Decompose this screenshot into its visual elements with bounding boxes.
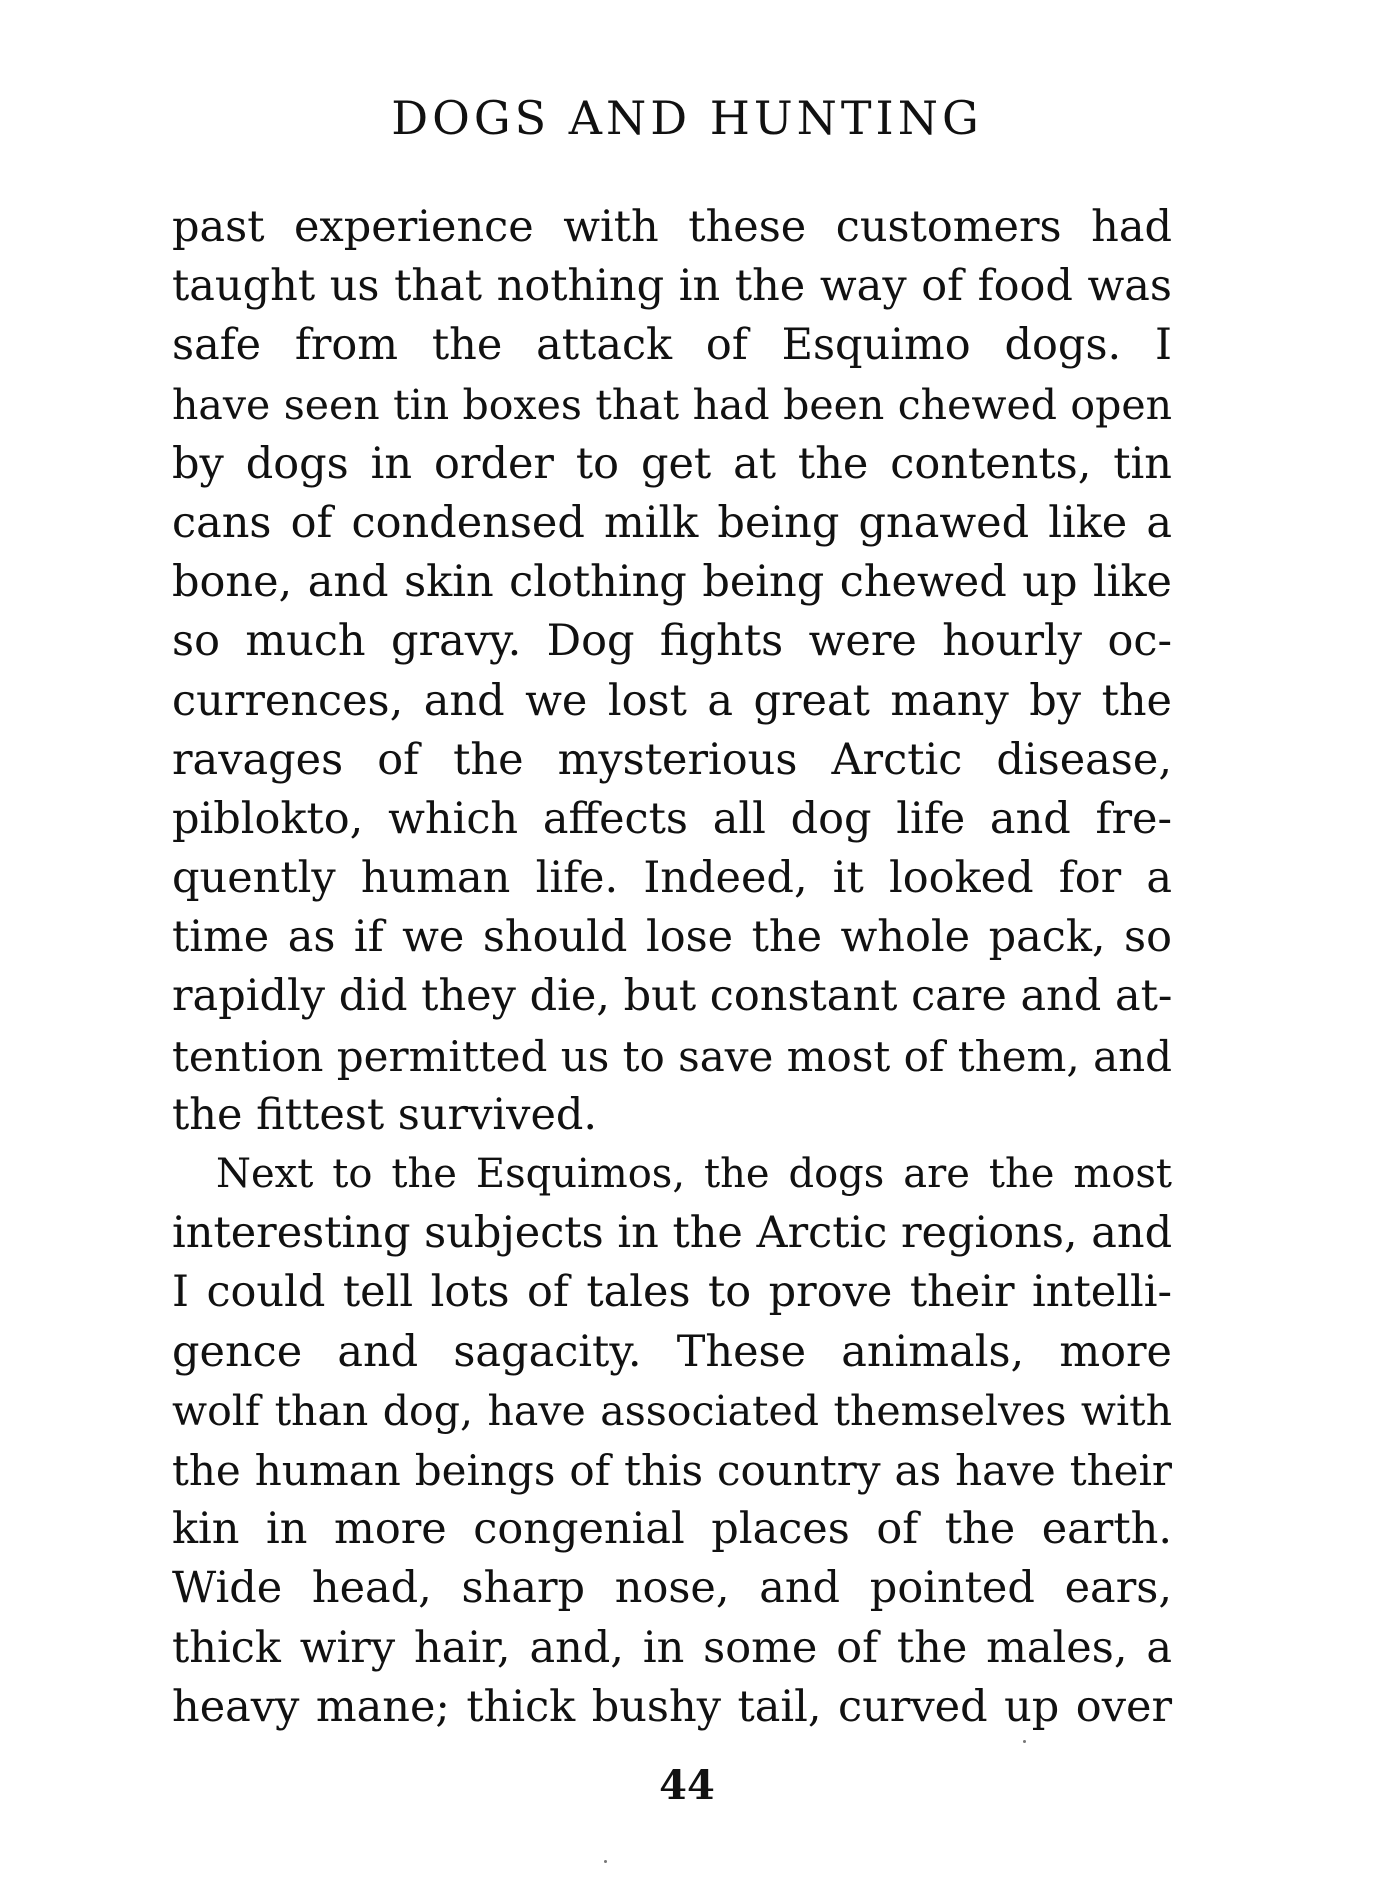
paragraph: [172, 198, 1172, 1145]
text-line: taught us that nothing in the way of food was: [172, 261, 1172, 312]
text-line: I could tell lots of tales to prove their intelli-: [172, 1267, 1172, 1318]
text-line: interesting subjects in the Arctic regions, and: [172, 1208, 1173, 1259]
body-text: [172, 198, 1172, 1737]
text-line: safe from the attack of Esquimo dogs. I: [172, 320, 1172, 371]
text-line: past experience with these customers had: [172, 202, 1172, 252]
paper-speck: [604, 1860, 607, 1863]
text-line: currences, and we lost a great many by the: [172, 675, 1172, 726]
text-line: wolf than dog, have associated themselves with: [172, 1386, 1172, 1435]
text-line: kin in more congenial places of the earth.: [172, 1504, 1172, 1555]
text-line: so much gravy. Dog fights were hourly oc-: [172, 616, 1172, 667]
text-line: heavy mane; thick bushy tail, curved up over: [172, 1681, 1172, 1732]
text-line: have seen tin boxes that had been chewed open: [172, 380, 1172, 429]
text-line: the fittest survived.: [172, 1089, 598, 1140]
paper-speck: [1023, 1740, 1026, 1743]
text-line: piblokto, which affects all dog life and fre-: [172, 793, 1172, 844]
page-number: 44: [659, 1762, 715, 1809]
text-line: thick wiry hair, and, in some of the males, a: [172, 1622, 1172, 1673]
running-head: DOGS AND HUNTING: [391, 91, 983, 145]
text-line: bone, and skin clothing being chewed up like: [172, 557, 1172, 608]
text-line: Wide head, sharp nose, and pointed ears,: [172, 1563, 1172, 1614]
text-line: tention permitted us to save most of them, and: [172, 1031, 1173, 1081]
text-line: ravages of the mysterious Arctic disease,: [172, 734, 1172, 785]
text-line: gence and sagacity. These animals, more: [172, 1326, 1172, 1377]
paragraph: [172, 1145, 1172, 1737]
text-line: rapidly did they die, but constant care and at-: [172, 971, 1173, 1022]
text-line: time as if we should lose the whole pack, so: [172, 912, 1172, 963]
text-line: the human beings of this country as have their: [172, 1445, 1172, 1495]
text-line: Next to the Esquimos, the dogs are the most: [216, 1151, 1172, 1197]
text-line: by dogs in order to get at the contents, tin: [172, 438, 1172, 489]
text-line: cans of condensed milk being gnawed like a: [172, 497, 1172, 548]
text-line: quently human life. Indeed, it looked for a: [172, 853, 1172, 904]
